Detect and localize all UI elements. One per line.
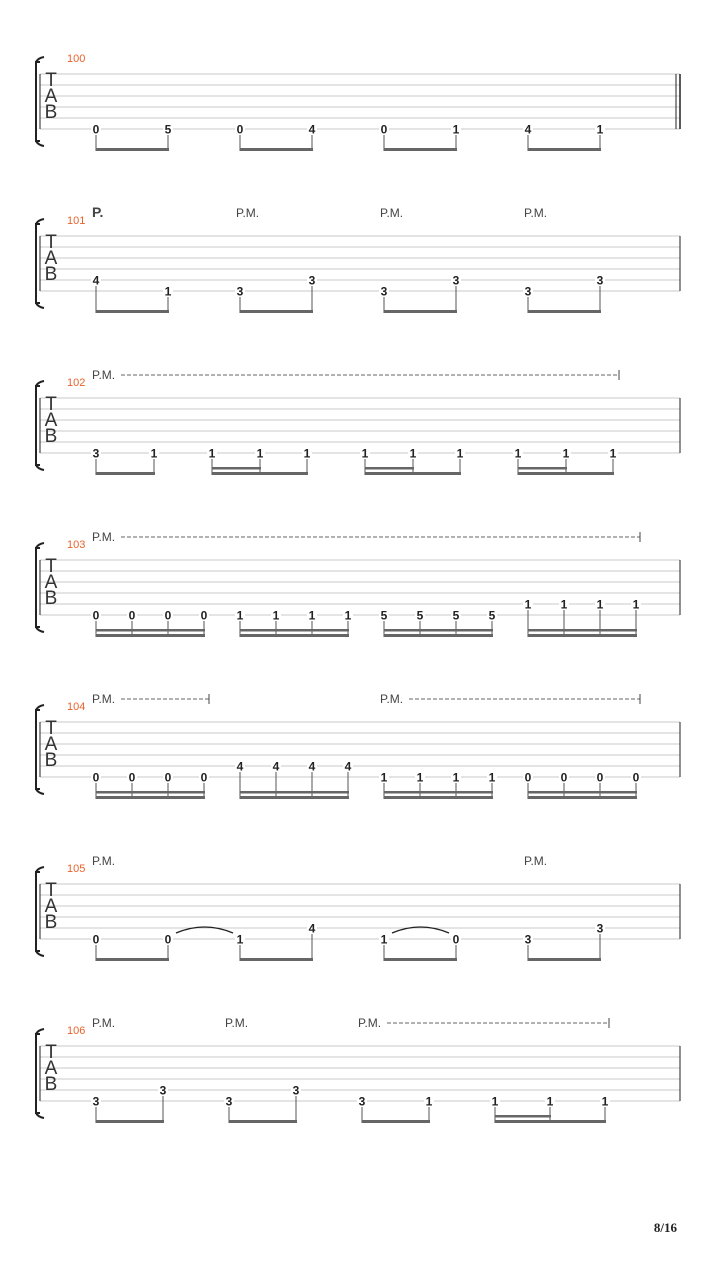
beam-secondary [365,467,414,470]
fret-number: 4 [236,759,244,774]
fret-number: 0 [560,770,568,785]
fret-number: 1 [596,597,604,612]
tab-clef-letter: T [45,556,57,577]
fret-number: 4 [308,759,316,774]
tab-clef-letter: T [45,718,57,739]
palm-mute-label: P.M. [524,206,548,220]
palm-mute-label: P.M. [236,206,260,220]
fret-number: 1 [425,1094,433,1109]
fret-number: 1 [150,446,158,461]
system-bracket [36,872,40,951]
fret-number: 1 [488,770,496,785]
beam [96,634,205,637]
tab-clef-letter: A [44,410,58,431]
fret-number: 1 [380,932,388,947]
fret-number: 5 [380,608,388,623]
tab-clef-letter: B [44,1074,58,1095]
fret-number: 3 [524,284,532,299]
fret-number: 1 [303,446,311,461]
fret-number: 4 [92,273,100,288]
fret-number: 0 [164,932,172,947]
beam [518,472,614,475]
beam [384,958,457,961]
beam [365,472,461,475]
palm-mute-label: P.M. [92,530,116,544]
tab-clef-letter: T [45,232,57,253]
tab-clef-letter: T [45,1042,57,1063]
beam-secondary [528,629,637,632]
system-bracket [36,548,40,627]
fret-number: 3 [92,446,100,461]
fret-number: 0 [200,770,208,785]
fret-number: 1 [416,770,424,785]
beam [96,148,169,151]
fret-number: 0 [128,608,136,623]
fret-number: 1 [236,608,244,623]
measure-number: 100 [67,53,86,65]
tab-clef-letter: B [44,588,58,609]
fret-number: 1 [272,608,280,623]
beam-secondary [384,629,493,632]
beam-secondary [495,1115,551,1118]
fret-number: 3 [358,1094,366,1109]
tab-clef-letter: A [44,1058,58,1079]
fret-number: 1 [308,608,316,623]
fret-number: 3 [236,284,244,299]
fret-number: 0 [92,608,100,623]
beam [528,310,601,313]
beam [240,148,313,151]
fret-number: 3 [596,273,604,288]
beam [528,634,637,637]
palm-mute-label: P.M. [524,854,548,868]
beam [96,310,169,313]
tab-system-100 [36,53,680,151]
beam [96,958,169,961]
tab-clef-letter: T [45,70,57,91]
beam [96,1120,164,1123]
fret-number: 5 [488,608,496,623]
fret-number: 3 [380,284,388,299]
fret-number: 0 [596,770,604,785]
beam [96,472,155,475]
fret-number: 5 [452,608,460,623]
fret-number: 1 [208,446,216,461]
fret-number: 3 [292,1083,300,1098]
fret-number: 3 [596,921,604,936]
beam-secondary [384,791,493,794]
palm-mute-label: P.M. [380,692,404,706]
beam [384,148,457,151]
tab-system-104 [36,692,680,799]
palm-mute-label: P.M. [92,692,116,706]
tab-clef-letter: A [44,734,58,755]
tab-clef-letter: A [44,572,58,593]
beam [384,310,457,313]
fret-number: 0 [128,770,136,785]
fret-number: 0 [164,608,172,623]
tab-clef-letter: T [45,394,57,415]
fret-number: 1 [344,608,352,623]
beam [240,958,313,961]
palm-mute-label: P. [92,204,104,220]
beam [240,634,349,637]
measure-number: 103 [67,539,86,551]
palm-mute-label: P.M. [380,206,404,220]
tab-clef-letter: T [45,880,57,901]
tab-system-105 [36,854,680,961]
tab-clef-letter: B [44,264,58,285]
beam [528,958,601,961]
beam [528,148,601,151]
beam [229,1120,297,1123]
beam-secondary [96,791,205,794]
fret-number: 0 [92,122,100,137]
fret-number: 0 [92,770,100,785]
tab-clef-letter: B [44,750,58,771]
fret-number: 1 [380,770,388,785]
beam [384,634,493,637]
fret-number: 1 [456,446,464,461]
fret-number: 4 [308,122,316,137]
fret-number: 1 [596,122,604,137]
fret-number: 0 [524,770,532,785]
fret-number: 0 [164,770,172,785]
system-bracket [36,62,40,141]
measure-number: 104 [67,701,86,713]
fret-number: 3 [225,1094,233,1109]
fret-number: 1 [546,1094,554,1109]
fret-number: 3 [308,273,316,288]
fret-number: 1 [361,446,369,461]
system-bracket [36,710,40,789]
fret-number: 1 [409,446,417,461]
system-bracket [36,386,40,465]
beam [96,796,205,799]
beam-secondary [518,467,567,470]
fret-number: 0 [632,770,640,785]
fret-number: 3 [524,932,532,947]
fret-number: 1 [524,597,532,612]
beam [362,1120,430,1123]
fret-number: 5 [416,608,424,623]
fret-number: 1 [562,446,570,461]
tab-system-106 [36,1016,680,1123]
fret-number: 3 [452,273,460,288]
tab-clef-letter: A [44,248,58,269]
tab-system-103 [36,530,680,637]
page-number: 8/16 [653,1220,677,1235]
beam-secondary [212,467,261,470]
fret-number: 1 [514,446,522,461]
fret-number: 1 [236,932,244,947]
tab-clef-letter: A [44,86,58,107]
fret-number: 1 [491,1094,499,1109]
fret-number: 5 [164,122,172,137]
beam [495,1120,606,1123]
beam-secondary [96,629,205,632]
system-bracket [36,1034,40,1113]
fret-number: 0 [200,608,208,623]
tab-clef-letter: A [44,896,58,917]
measure-number: 106 [67,1025,86,1037]
beam [240,796,349,799]
fret-number: 1 [164,284,172,299]
tab-clef-letter: B [44,102,58,123]
fret-number: 4 [272,759,280,774]
system-bracket [36,224,40,303]
beam [212,472,308,475]
fret-number: 3 [92,1094,100,1109]
fret-number: 1 [452,122,460,137]
fret-number: 3 [159,1083,167,1098]
tab-system-101 [36,204,680,313]
beam-secondary [240,629,349,632]
palm-mute-label: P.M. [92,1016,116,1030]
fret-number: 1 [601,1094,609,1109]
tab-clef-letter: B [44,912,58,933]
palm-mute-label: P.M. [358,1016,382,1030]
tab-system-102 [36,368,680,475]
fret-number: 0 [236,122,244,137]
beam [528,796,637,799]
fret-number: 0 [92,932,100,947]
tab-clef-letter: B [44,426,58,447]
fret-number: 1 [632,597,640,612]
fret-number: 1 [452,770,460,785]
fret-number: 0 [380,122,388,137]
palm-mute-label: P.M. [225,1016,249,1030]
fret-number: 4 [344,759,352,774]
measure-number: 101 [67,215,86,227]
fret-number: 1 [560,597,568,612]
beam-secondary [528,791,637,794]
beam-secondary [240,791,349,794]
beam [240,310,313,313]
measure-number: 105 [67,863,86,875]
measure-number: 102 [67,377,86,389]
fret-number: 4 [524,122,532,137]
beam [384,796,493,799]
palm-mute-label: P.M. [92,854,116,868]
palm-mute-label: P.M. [92,368,116,382]
fret-number: 1 [609,446,617,461]
fret-number: 0 [452,932,460,947]
fret-number: 4 [308,921,316,936]
fret-number: 1 [256,446,264,461]
